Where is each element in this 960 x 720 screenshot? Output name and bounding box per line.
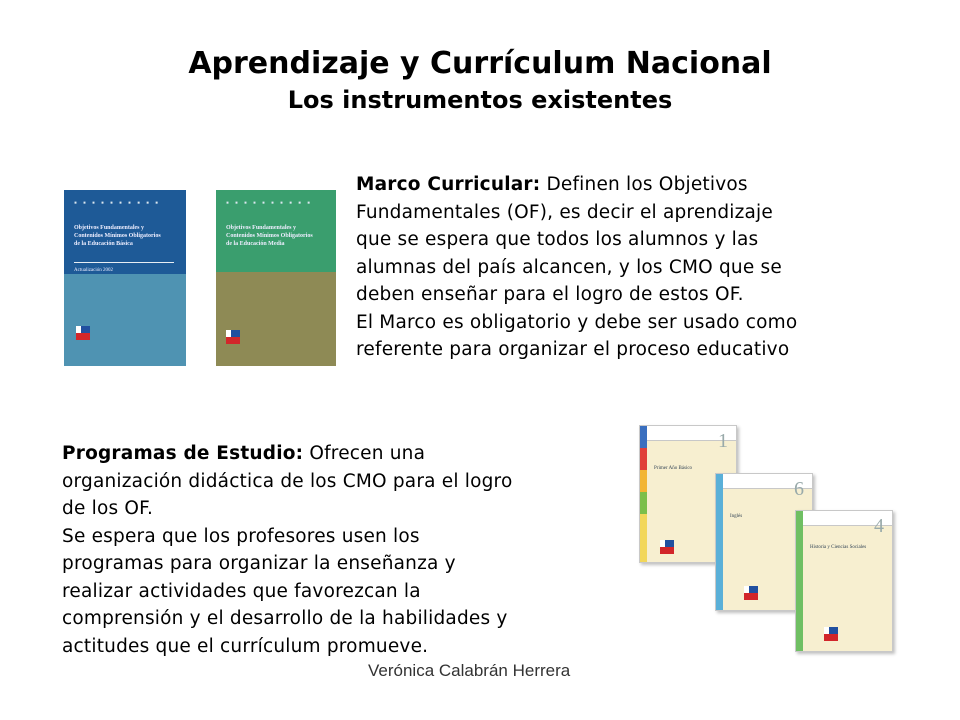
programas-line-text: Ofrecen una [303, 443, 426, 464]
cover-dots: ▪▪▪▪▪▪▪▪▪▪ [74, 200, 165, 206]
marco-curricular-paragraph [356, 171, 916, 364]
marco-line: referente para organizar el proceso educativo [356, 339, 790, 360]
programas-line: programas para organizar la enseñanza y [62, 553, 456, 574]
cover-title-line: de la Educación Básica [74, 241, 133, 247]
chile-flag-logo-icon [744, 586, 758, 600]
chile-flag-logo-icon [76, 326, 90, 340]
cover-rule [74, 262, 174, 263]
marco-line: El Marco es obligatorio y debe ser usado como [356, 311, 798, 333]
programas-line [62, 440, 622, 468]
cover-title [226, 224, 330, 248]
cover-dots: ▪▪▪▪▪▪▪▪▪▪ [226, 200, 317, 206]
cover-title-line: de la Educación Media [226, 241, 285, 247]
marco-line-text: Definen los Objetivos [540, 174, 748, 195]
booklet-label: Primer Año Básico [654, 466, 693, 471]
programas-line: realizar actividades que favorezcan la [62, 580, 421, 602]
marco-line: que se espera que todos los alumnos y las [356, 229, 759, 250]
programas-estudio-paragraph [62, 440, 622, 660]
programas-line: de los OF. [62, 498, 154, 519]
program-booklet-image [795, 510, 893, 652]
programas-lead: Programas de Estudio: [62, 443, 304, 464]
slide-title: Aprendizaje y Currículum Nacional [188, 46, 772, 81]
cover-edition: Actualización 2002 [74, 268, 114, 273]
marco-line: alumnas del país alcancen, y los CMO que se [356, 256, 782, 278]
slide-header [0, 44, 960, 116]
programas-line: comprensión y el desarrollo de la habilidades y [62, 608, 508, 629]
programas-line: actitudes que el currículum promueve. [62, 635, 429, 657]
chile-flag-logo-icon [824, 627, 838, 641]
programas-line: Se espera que los profesores usen los [62, 525, 420, 547]
marco-line: deben enseñar para el logro de estos OF. [356, 284, 744, 305]
slide-subtitle: Los instrumentos existentes [287, 86, 673, 114]
programas-line: organización didáctica de los CMO para el logro [62, 470, 513, 492]
cover-title-line: Objetivos Fundamentales y [226, 225, 297, 231]
author-footer: Verónica Calabrán Herrera [368, 661, 571, 680]
cover-title-line: Contenidos Mínimos Obligatorios [226, 233, 313, 239]
booklet-number: 1 [718, 430, 728, 452]
marco-line: Fundamentales (OF), es decir el aprendizaje [356, 201, 773, 223]
marco-lead: Marco Curricular: [356, 174, 541, 195]
booklet-number: 6 [794, 478, 804, 500]
chile-flag-logo-icon [226, 330, 240, 344]
booklet-number: 4 [874, 515, 884, 537]
marco-basica-cover-image [64, 190, 186, 366]
cover-title-line: Contenidos Mínimos Obligatorios [74, 233, 161, 239]
booklet-label: Historia y Ciencias Sociales [810, 545, 867, 550]
cover-title-line: Objetivos Fundamentales y [74, 225, 145, 231]
marco-line [356, 171, 916, 199]
marco-media-cover-image [216, 190, 336, 366]
cover-title [74, 224, 178, 248]
booklet-label: Inglés [730, 514, 743, 519]
chile-flag-logo-icon [660, 540, 674, 554]
